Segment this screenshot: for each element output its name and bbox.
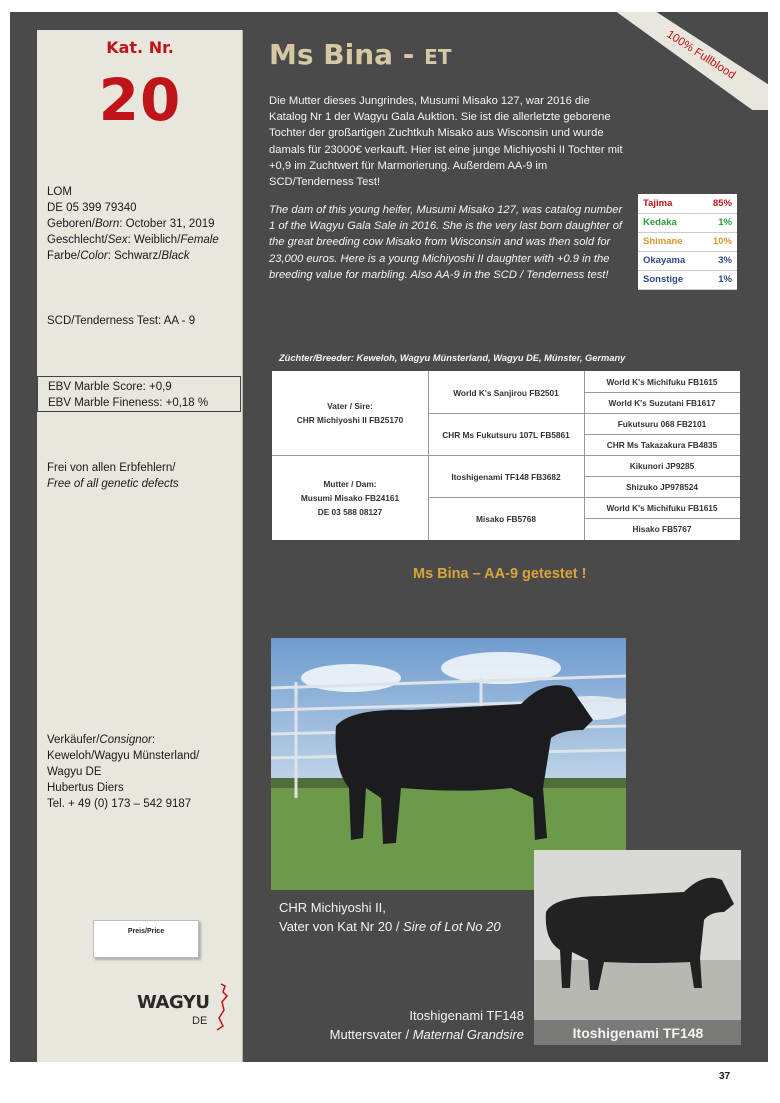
- grandsire-caption: Itoshigenami TF148 Muttersvater / Maternal Grandsire: [329, 1008, 524, 1042]
- bloodline-percent: 1%: [702, 213, 737, 232]
- slogan: Ms Bina – AA-9 getestet !: [413, 566, 587, 582]
- dam: Musumi Misako FB24161: [300, 493, 400, 503]
- ebv-box: [37, 376, 241, 412]
- ribbon-text: 100% Fullblood: [664, 28, 738, 82]
- dam-id: DE 03 588 08127: [317, 507, 383, 517]
- lot-number: 20: [98, 66, 182, 134]
- breeder: Züchter/Breeder: Keweloh, Wagyu Münsterland, Wagyu DE, Münster, Germany: [279, 353, 626, 363]
- consignor-line1: Keweloh/Wagyu Münsterland/: [47, 750, 200, 762]
- bloodline-row: [638, 213, 737, 232]
- animal-id: DE 05 399 79340: [47, 202, 137, 214]
- bloodline-name: Sonstige: [638, 270, 702, 289]
- consignor-label: Verkäufer/Consignor:: [47, 734, 156, 746]
- bloodline-percent: 10%: [702, 232, 737, 251]
- sire-dam-sire: Fukutsuru 068 FB2101: [617, 419, 707, 429]
- bloodline-name: Shimane: [638, 232, 702, 251]
- sex: Geschlecht/Sex: Weiblich/Female: [47, 234, 219, 246]
- consignor-tel: Tel. + 49 (0) 173 – 542 9187: [47, 798, 192, 810]
- color: Farbe/Color: Schwarz/Black: [47, 250, 190, 262]
- page-number: 37: [719, 1071, 731, 1082]
- consignor-line2: Wagyu DE: [47, 766, 102, 778]
- sire-sire-sire: World K's Michifuku FB1615: [606, 377, 718, 387]
- description-de: Die Mutter dieses Jungrindes, Musumi Misako 127, war 2016 die Katalog Nr 1 der Wagyu Gala Auktion. Sie ist die allerletzte geborene Tochter der großartigen Zuchtkuh Misako aus Wisconsin und wurde damals für 23000€ verkauft. Hier ist eine junge Michiyoshi II Tochter mit +0,9 im Zuchtwert für Marmorierung. Außerdem AA-9 im SCD/Tenderness Test!: [269, 95, 623, 189]
- animal-title: Ms Bina - ET: [269, 38, 452, 71]
- sire-sire: World K's Sanjirou FB2501: [453, 388, 559, 398]
- dam-dam-dam: Hisako FB5767: [632, 524, 692, 534]
- bloodline-row: [638, 270, 737, 289]
- bloodline-percent: 85%: [702, 194, 737, 213]
- logo-text: WAGYU: [137, 992, 210, 1013]
- bull-outline-icon: [207, 982, 237, 1032]
- bloodline-percent: 3%: [702, 251, 737, 270]
- defects-de: Frei von allen Erbfehlern/: [47, 462, 176, 474]
- sire: CHR Michiyoshi II FB25170: [296, 415, 404, 425]
- dam-dam-sire: World K's Michifuku FB1615: [606, 503, 718, 513]
- pedigree-table: [272, 371, 740, 540]
- sidebar: [37, 30, 243, 1062]
- consignor-line3: Hubertus Diers: [47, 782, 124, 794]
- kat-label: Kat. Nr.: [106, 38, 174, 57]
- defects-en: Free of all genetic defects: [47, 478, 179, 490]
- ebv-marble-score: EBV Marble Score: +0,9: [48, 381, 172, 393]
- bloodline-name: Okayama: [638, 251, 702, 270]
- sire-caption: CHR Michiyoshi II, Vater von Kat Nr 20 / Sire of Lot No 20: [279, 900, 501, 934]
- grandsire-photo: [534, 850, 741, 1045]
- dam-sire: Itoshigenami TF148 FB3682: [451, 472, 561, 482]
- bloodline-name: Tajima: [638, 194, 702, 213]
- bloodline-percent: 1%: [702, 270, 737, 289]
- born: Geboren/Born: October 31, 2019: [47, 218, 215, 230]
- photo-label: Itoshigenami TF148: [572, 1025, 704, 1041]
- dam-label: Mutter / Dam:: [323, 479, 377, 489]
- sire-dam-dam: CHR Ms Takazakura FB4835: [606, 440, 718, 450]
- dam-dam: Misako FB5768: [476, 514, 536, 524]
- bloodline-table: [638, 194, 737, 290]
- ebv-marble-fineness: EBV Marble Fineness: +0,18 %: [48, 397, 209, 409]
- logo-sub: DE: [192, 1015, 208, 1027]
- scd-test: SCD/Tenderness Test: AA - 9: [47, 315, 196, 327]
- dam-sire-sire: Kikunori JP9285: [629, 461, 695, 471]
- wagyu-de-logo: [137, 992, 210, 1027]
- lom: LOM: [47, 186, 72, 198]
- bloodline-name: Kedaka: [638, 213, 702, 232]
- bloodline-row: [638, 251, 737, 270]
- dam-sire-dam: Shizuko JP978524: [626, 482, 698, 492]
- bloodline-row: [638, 232, 737, 251]
- description-en: The dam of this young heifer, Musumi Misako 127, was catalog number 1 of the Wagyu Gala Sale in 2016. She is the very last born daughter of the great breeding cow Misako from Wisconsin and was then sold for 23,000 euros. Here is a young Michiyoshi II daughter with +0.9 in the breeding value for marbling. Also AA-9 in the SCD / Tenderness test!: [269, 204, 623, 281]
- bloodline-row: [638, 194, 737, 213]
- sire-sire-dam: World K's Suzutani FB1617: [608, 398, 716, 408]
- sire-label: Vater / Sire:: [327, 401, 373, 411]
- price-box: Preis/Price: [93, 920, 199, 958]
- sire-dam: CHR Ms Fukutsuru 107L FB5861: [442, 430, 570, 440]
